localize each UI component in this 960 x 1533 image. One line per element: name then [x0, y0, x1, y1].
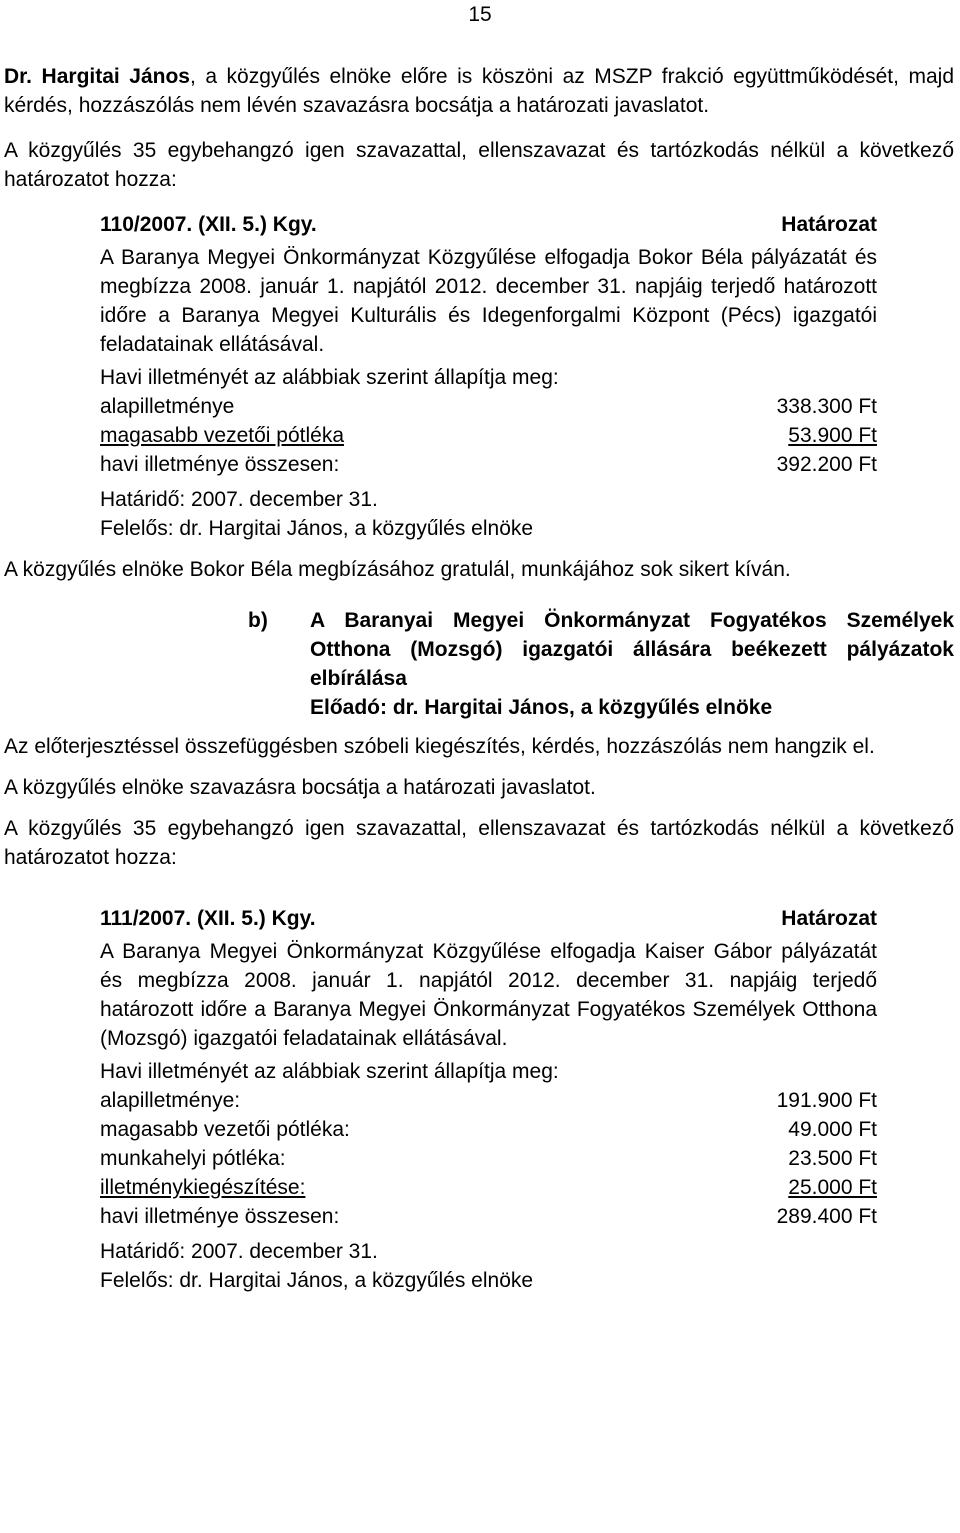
- salary-row: [100, 1115, 877, 1144]
- document-body: [4, 62, 954, 1295]
- resolution-111-body: A Baranya Megyei Önkormányzat Közgyűlése elfogadja Kaiser Gábor pályázatát és megbízza 2008. január 1. napjától 2012. december 31. napjáig terjedő határozott időre a Baranya Megyei Önkormányzat Fogyatékos Személyek Otthona (Mozsgó) igazgatói feladatainak ellátásával.: [100, 940, 877, 1050]
- salary-total-row: [100, 1202, 877, 1231]
- agenda-item-b-label: b): [248, 609, 268, 632]
- resolution-110-responsible: Felelős: dr. Hargitai János, a közgyűlés elnöke: [100, 517, 534, 540]
- salary-row-label: magasabb vezetői pótléka: [100, 424, 344, 447]
- intro-text: , a közgyűlés elnöke előre is köszöni az MSZP frakció együttműködését, majd kérdés, hozzászólás nem lévén szavazásra bocsátja a határozati javaslatot.: [4, 65, 954, 117]
- salary-total-row: [100, 450, 877, 479]
- salary-row-label: alapilletménye:: [100, 1089, 241, 1112]
- salary-row-label: havi illetménye összesen:: [100, 1205, 340, 1228]
- speaker-name: Dr. Hargitai János: [4, 65, 190, 88]
- resolution-111: [100, 904, 877, 1295]
- salary-row-label: magasabb vezetői pótléka:: [100, 1118, 350, 1141]
- salary-row-amount: 289.400 Ft: [776, 1205, 877, 1228]
- agenda-item-b-title: A Baranyai Megyei Önkormányzat Fogyatékos Személyek Otthona (Mozsgó) igazgatói állására beékezett pályázatok elbírálása: [310, 609, 954, 690]
- salary-row-label: munkahelyi pótléka:: [100, 1147, 286, 1170]
- salary-row-amount: 191.900 Ft: [776, 1089, 877, 1112]
- salary-row: [100, 421, 877, 450]
- agenda-item-b-presenter: Előadó: dr. Hargitai János, a közgyűlés elnöke: [310, 696, 773, 719]
- salary-row-amount: 338.300 Ft: [776, 395, 877, 418]
- resolution-110-salary-intro: Havi illetményét az alábbiak szerint állapítja meg:: [100, 366, 559, 389]
- salary-row: [100, 392, 877, 421]
- agenda-item-b: [248, 606, 954, 722]
- resolution-110: [100, 210, 877, 543]
- vote-paragraph-1: A közgyűlés 35 egybehangzó igen szavazattal, ellenszavazat és tartózkodás nélkül a következő határozatot hozza:: [4, 139, 954, 191]
- submit-paragraph: A közgyűlés elnöke szavazásra bocsátja a határozati javaslatot.: [4, 776, 596, 799]
- salary-row-amount: 53.900 Ft: [788, 424, 877, 447]
- salary-row-label: illetménykiegészítése:: [100, 1176, 306, 1199]
- resolution-110-label: Határozat: [781, 213, 877, 236]
- resolution-111-label: Határozat: [781, 907, 877, 930]
- salary-row: [100, 1173, 877, 1202]
- resolution-110-deadline: Határidő: 2007. december 31.: [100, 488, 378, 511]
- resolution-111-responsible: Felelős: dr. Hargitai János, a közgyűlés elnöke: [100, 1269, 534, 1292]
- resolution-111-deadline: Határidő: 2007. december 31.: [100, 1240, 378, 1263]
- congrats-paragraph: A közgyűlés elnöke Bokor Béla megbízásához gratulál, munkájához sok sikert kíván.: [4, 558, 791, 581]
- salary-row-amount: 49.000 Ft: [788, 1118, 877, 1141]
- salary-row-amount: 23.500 Ft: [788, 1147, 877, 1170]
- intro-paragraph: [4, 62, 954, 120]
- salary-row-amount: 25.000 Ft: [788, 1176, 877, 1199]
- no-comment-paragraph: Az előterjesztéssel összefüggésben szóbeli kiegészítés, kérdés, hozzászólás nem hangzik el.: [4, 735, 875, 758]
- salary-row: [100, 1086, 877, 1115]
- salary-row: [100, 1144, 877, 1173]
- salary-row-label: alapilletménye: [100, 395, 235, 418]
- salary-row-label: havi illetménye összesen:: [100, 453, 340, 476]
- vote-paragraph-2: A közgyűlés 35 egybehangzó igen szavazattal, ellenszavazat és tartózkodás nélkül a következő határozatot hozza:: [4, 817, 954, 869]
- salary-row-amount: 392.200 Ft: [776, 453, 877, 476]
- resolution-111-salary-intro: Havi illetményét az alábbiak szerint állapítja meg:: [100, 1060, 559, 1083]
- resolution-110-number: 110/2007. (XII. 5.) Kgy.: [100, 213, 317, 236]
- resolution-111-number: 111/2007. (XII. 5.) Kgy.: [100, 907, 316, 930]
- resolution-110-body: A Baranya Megyei Önkormányzat Közgyűlése elfogadja Bokor Béla pályázatát és megbízza 2008. január 1. napjától 2012. december 31. napjáig terjedő határozott időre a Baranya Megyei Kulturális és Idegenforgalmi Központ (Pécs) igazgatói feladatainak ellátásával.: [100, 246, 877, 356]
- page-number: 15: [468, 3, 492, 26]
